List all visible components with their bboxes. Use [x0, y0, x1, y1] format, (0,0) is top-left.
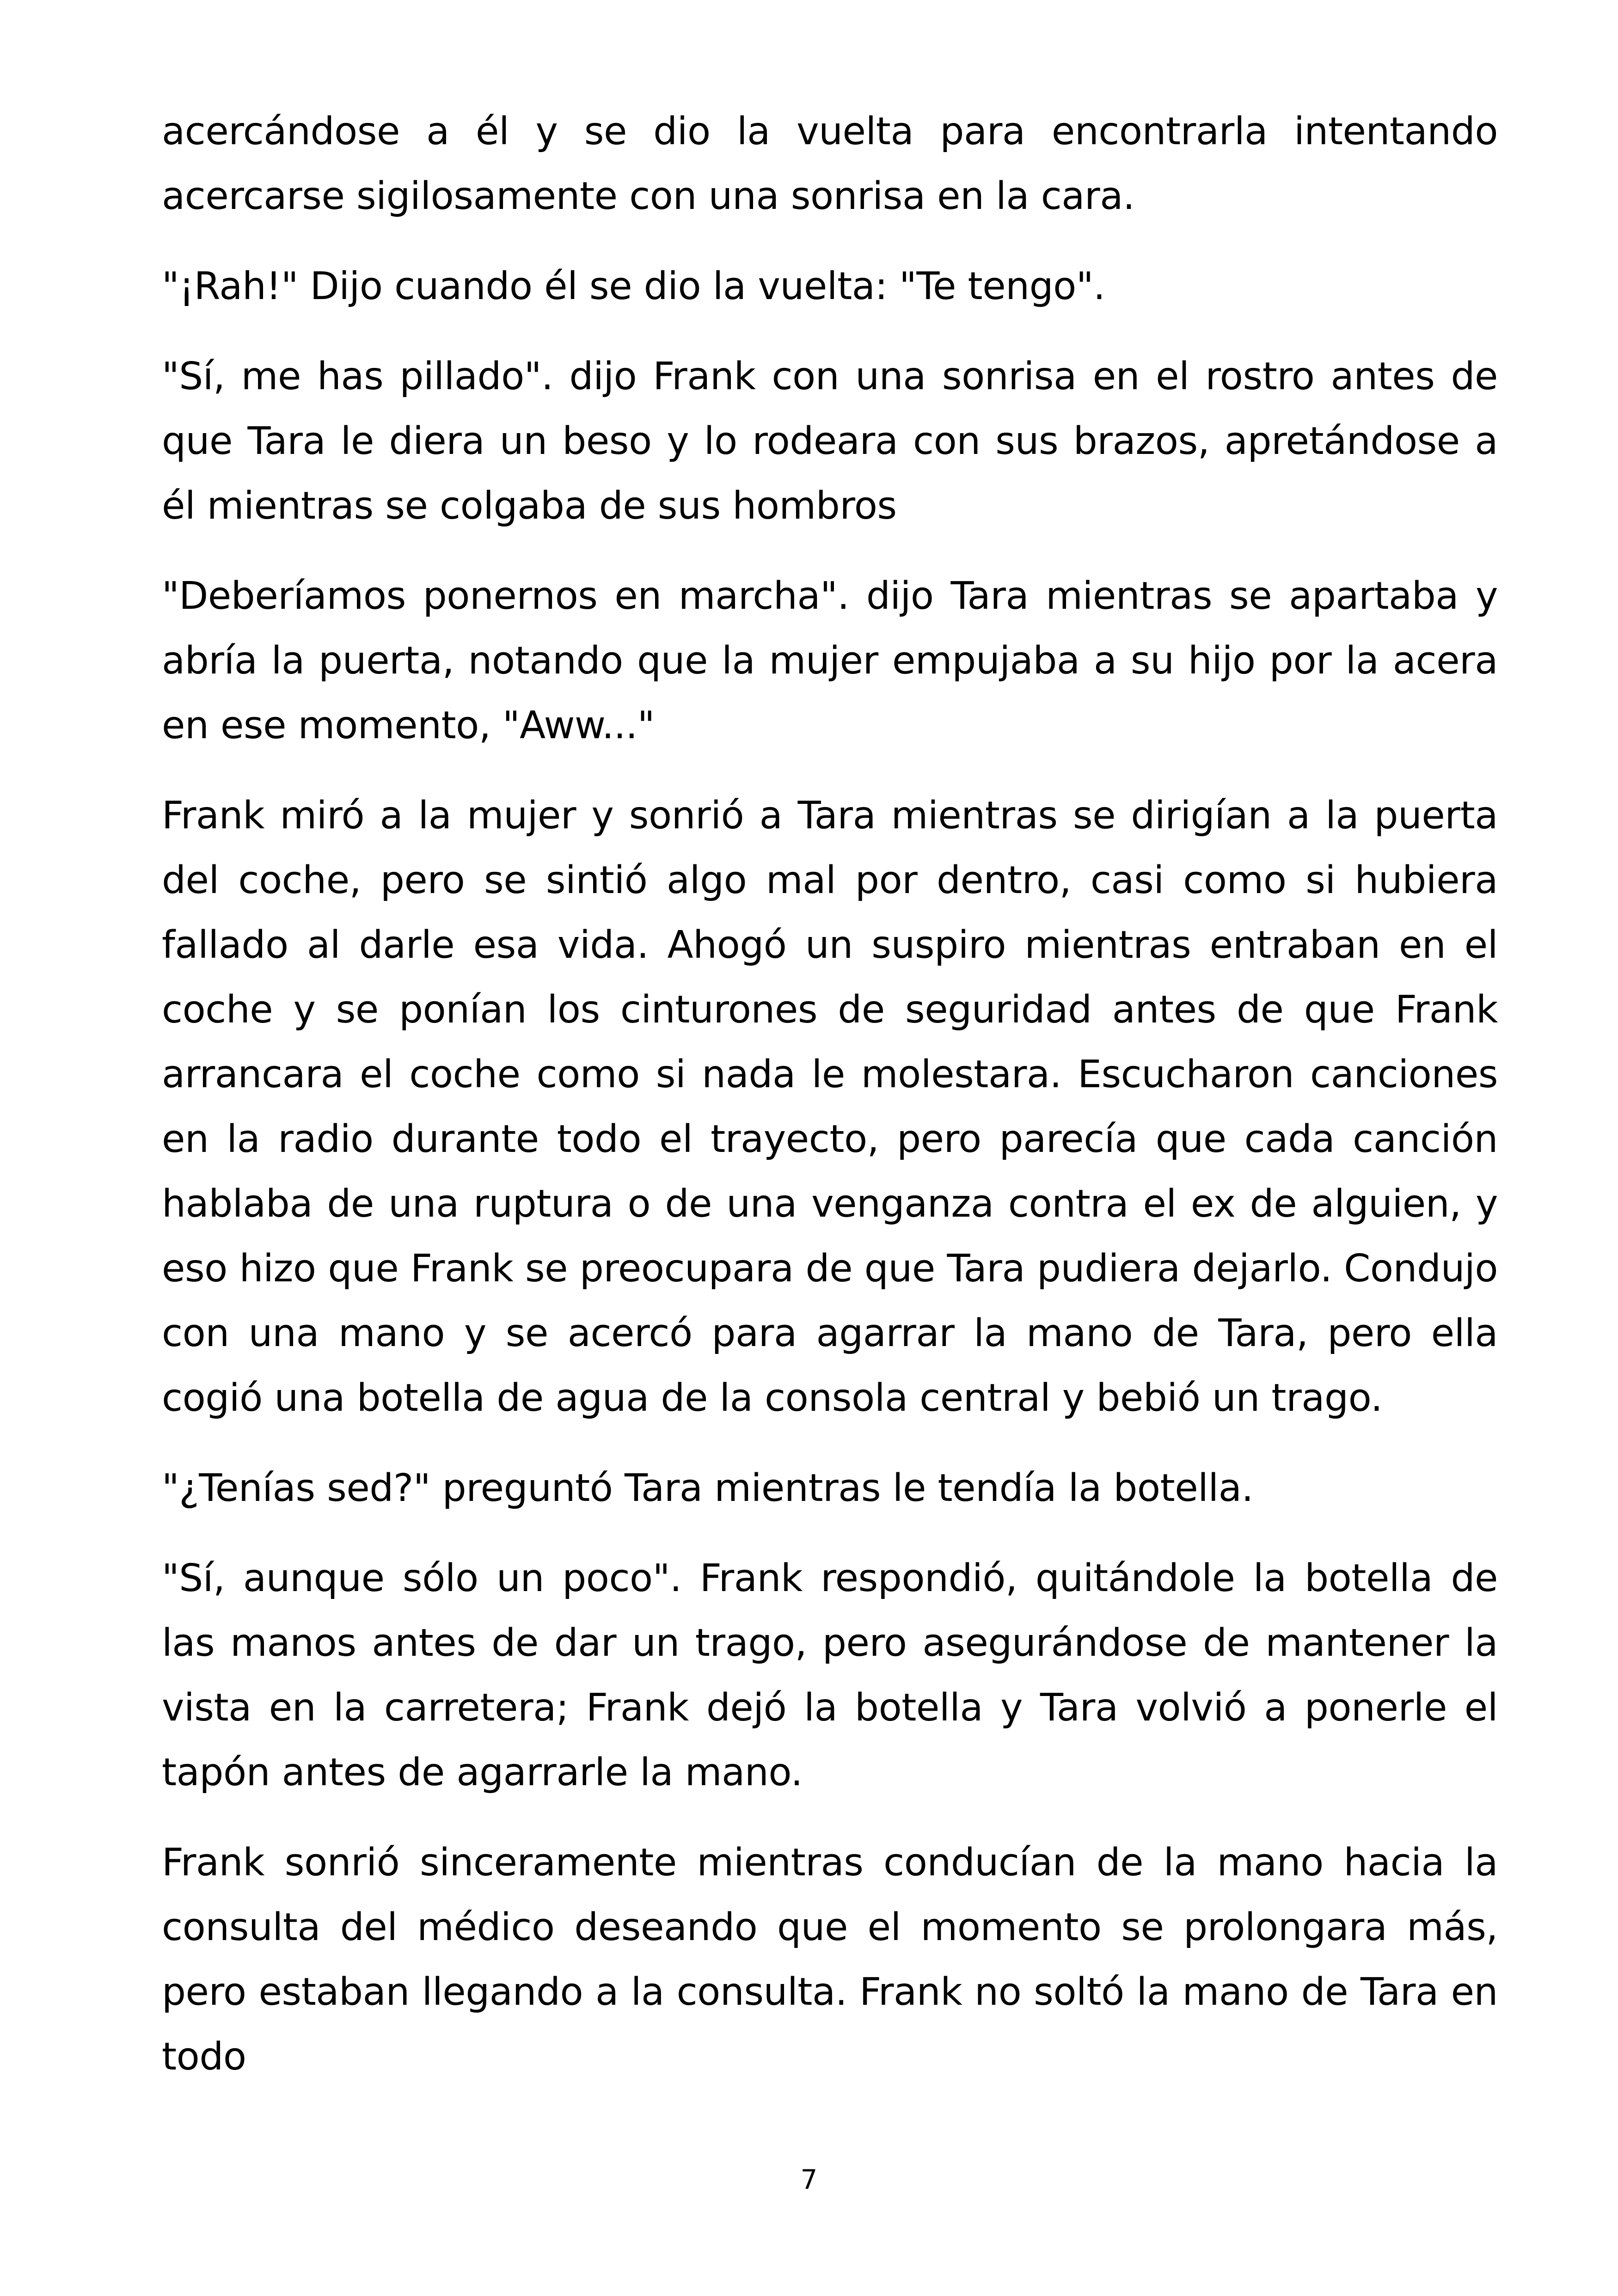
- page-number: 7: [800, 2164, 818, 2195]
- paragraph-5: Frank miró a la mujer y sonrió a Tara mientras se dirigían a la puerta del coche, pero se sintió algo mal por dentro, casi como si hubiera fallado al darle esa vida. Ahogó un suspiro mientras entraban en el coche y se ponían los cinturones de seguridad antes de que Frank arrancara el coche como si nada le molestara. Escucharon canciones en la radio durante todo el trayecto, pero parecía que cada canción hablaba de una ruptura o de una venganza contra el ex de alguien, y eso hizo que Frank se preocupara de que Tara pudiera dejarlo. Condujo con una mano y se acercó para agarrar la mano de Tara, pero ella cogió una botella de agua de la consola central y bebió un trago.: [162, 794, 1498, 1420]
- paragraph-4: "Deberíamos ponernos en marcha". dijo Tara mientras se apartaba y abría la puerta, notando que la mujer empujaba a su hijo por la acera en ese momento, "Aww...": [162, 574, 1498, 747]
- paragraph-1: acercándose a él y se dio la vuelta para encontrarla intentando acercarse sigilosamente con una sonrisa en la cara.: [162, 110, 1498, 218]
- paragraph-7: "Sí, aunque sólo un poco". Frank respondió, quitándole la botella de las manos antes de dar un trago, pero asegurándose de mantener la vista en la carretera; Frank dejó la botella y Tara volvió a ponerle el tapón antes de agarrarle la mano.: [162, 1556, 1498, 1794]
- paragraph-2: "¡Rah!" Dijo cuando él se dio la vuelta: "Te tengo".: [162, 264, 1105, 308]
- body-text: [162, 99, 1498, 2115]
- paragraph-3: "Sí, me has pillado". dijo Frank con una sonrisa en el rostro antes de que Tara le diera un beso y lo rodeara con sus brazos, apretándose a él mientras se colgaba de sus hombros: [162, 355, 1498, 528]
- paragraph-6: "¿Tenías sed?" preguntó Tara mientras le tendía la botella.: [162, 1466, 1254, 1510]
- paragraph-8: Frank sonrió sinceramente mientras conducían de la mano hacia la consulta del médico deseando que el momento se prolongara más, pero estaban llegando a la consulta. Frank no soltó la mano de Tara en todo: [162, 1841, 1498, 2079]
